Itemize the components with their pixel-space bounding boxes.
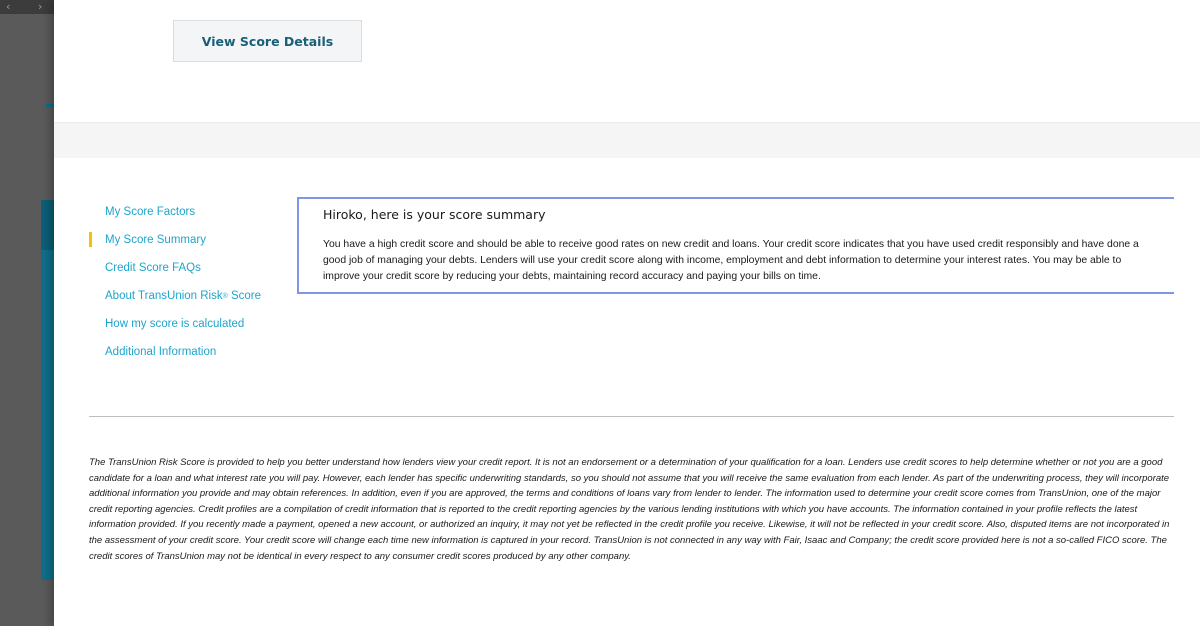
browser-nav-strip (0, 0, 54, 14)
score-summary-box (297, 197, 1174, 294)
backdrop-accent (46, 104, 54, 107)
side-nav-item-label-suffix: Score (227, 290, 262, 302)
score-side-nav (89, 198, 289, 366)
score-summary-title: Hiroko, here is your score summary (323, 207, 546, 222)
view-score-details-button[interactable]: View Score Details (173, 20, 362, 62)
side-nav-item-additional-information[interactable]: Additional Information (105, 346, 217, 358)
backdrop-teal-header (41, 200, 54, 250)
registered-mark: ® (222, 292, 228, 300)
side-nav-item-label: About TransUnion Risk (105, 290, 223, 302)
chevron-left-icon[interactable]: ‹ (6, 0, 11, 13)
side-nav-item-credit-score-faqs[interactable]: Credit Score FAQs (105, 262, 201, 274)
backdrop-teal-panel (41, 200, 54, 580)
side-nav-item-about-transunion-risk-score[interactable] (89, 282, 289, 310)
risk-score-disclaimer: The TransUnion Risk Score is provided to help you better understand how lenders view your credit report. It is not an endorsement or a determination of your qualification for a loan. Lenders use credit scores to help determine whether or not you are a good candidate for a loan and what interest rate you will pay. However, each lender has specific underwriting standards, so you should not assume that you will receive the same evaluation from each lender. As part of the underwriting process, they will incorporate additional information you provide and may obtain references. In addition, even if you are approved, the terms and conditions of loans vary from lender to lender. The information used to determine your credit score comes from TransUnion, one of the major credit reporting agencies. Credit profiles are a compilation of credit information that is reported to the credit reporting agencies by the various lending institutions with which you have accounts. The information contained in your profile reflects the latest information provided. If you recently made a payment, opened a new account, or authorized an inquiry, it may not yet be reflected in the credit profile you receive. Likewise, it will not be reflected in your credit score. Also, disputed items are not incorporated in the assessment of your credit score. Your credit score will change each time new information is captured in your record. TransUnion is not connected in any way with Fair, Isaac and Company; the credit score provided here is not a so-called FICO score. The credit scores of TransUnion may not be identical in every respect to any consumer credit scores produced by any other company. (89, 457, 1170, 562)
score-summary-text: You have a high credit score and should be able to receive good rates on new credit and loans. Your credit score indicates that you have used credit responsibly and have done a good job of managing your debts. Lenders will use your credit score along with income, employment and debt information to determine your interest rates. You may be able to improve your credit score by reducing your debts, maintaining record accuracy and paying your bills on time. (323, 239, 1139, 282)
chevron-right-icon[interactable]: › (38, 0, 43, 13)
side-nav-item-score-summary[interactable]: My Score Summary (89, 226, 289, 254)
section-separator-band (54, 122, 1200, 158)
page-backdrop (0, 0, 54, 626)
score-details-panel (54, 0, 1200, 626)
side-nav-item-how-score-calculated[interactable]: How my score is calculated (105, 318, 245, 330)
side-nav-item-score-factors[interactable]: My Score Factors (105, 206, 196, 218)
content-divider (89, 416, 1174, 417)
